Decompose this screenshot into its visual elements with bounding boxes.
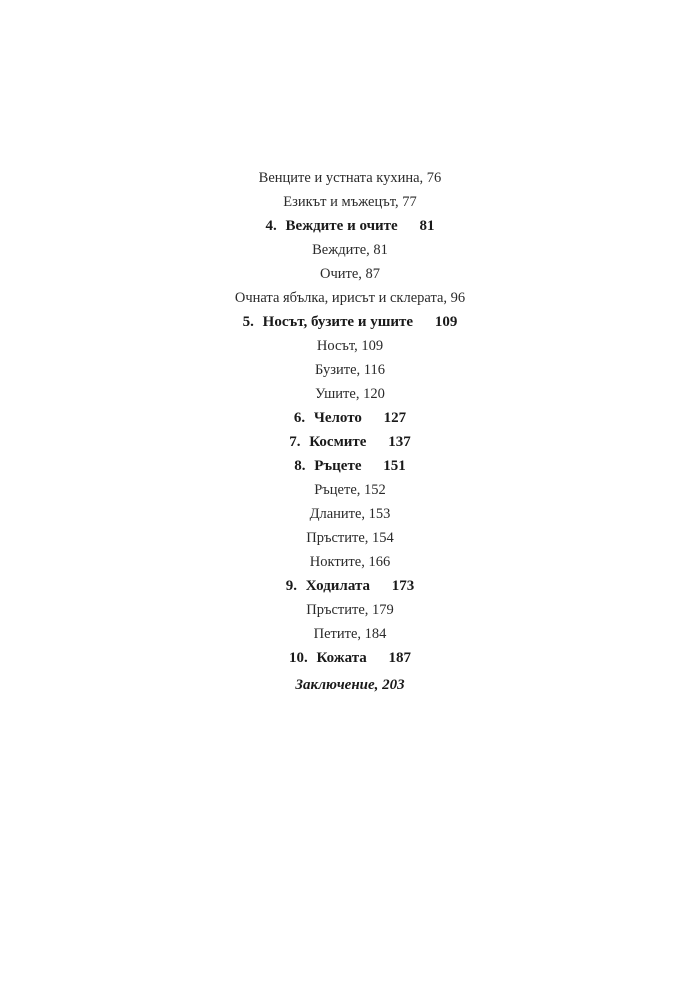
toc-chapter-7	[0, 430, 700, 454]
chapter-number: 10.	[288, 650, 308, 666]
toc-entry: Носът, 109	[316, 338, 384, 354]
toc-entry: Пръстите, 154	[306, 530, 394, 546]
chapter-page: 151	[383, 458, 406, 474]
chapter-title: Веждите и очите	[285, 218, 398, 234]
chapter-title: Носът, бузите и ушите	[262, 314, 414, 330]
toc-entry: Ръцете, 152	[314, 482, 386, 498]
toc-chapter-4	[0, 214, 700, 238]
chapter-number: 6.	[293, 410, 306, 426]
chapter-number: 7.	[289, 434, 301, 450]
chapter-number: 4.	[265, 218, 277, 234]
chapter-page: 109	[434, 314, 458, 330]
toc-conclusion: Заключение, 203	[295, 677, 405, 693]
chapter-title: Ходилата	[305, 578, 370, 594]
chapter-page: 187	[388, 650, 412, 666]
chapter-page: 137	[388, 434, 411, 450]
toc-entry: Дланите, 153	[309, 506, 391, 522]
toc-entry: Веждите, 81	[312, 242, 388, 258]
toc-entry: Ноктите, 166	[309, 554, 391, 570]
toc-entry: Бузите, 116	[315, 362, 385, 378]
toc-entry: Езикът и мъжецът, 77	[283, 194, 417, 210]
toc-entry: Очната ябълка, ирисът и склерата, 96	[234, 290, 466, 306]
chapter-number: 8.	[294, 458, 306, 474]
chapter-number: 5.	[242, 314, 254, 330]
toc-chapter-8	[0, 454, 700, 478]
chapter-title: Космите	[309, 434, 367, 450]
toc-entry: Ушите, 120	[315, 386, 385, 402]
toc-chapter-9	[0, 574, 700, 598]
chapter-title: Ръцете	[314, 458, 362, 474]
toc-entry: Пръстите, 179	[306, 602, 394, 618]
toc-chapter-10	[0, 646, 700, 670]
toc-chapter-5	[0, 310, 700, 334]
table-of-contents	[0, 166, 700, 697]
chapter-title: Челото	[313, 410, 362, 426]
toc-entry: Очите, 87	[319, 266, 381, 282]
toc-entry: Венците и устната кухина, 76	[258, 170, 442, 186]
chapter-page: 173	[391, 578, 415, 594]
chapter-number: 9.	[285, 578, 297, 594]
chapter-page: 127	[383, 410, 407, 426]
toc-entry: Петите, 184	[313, 626, 387, 642]
chapter-title: Кожата	[316, 650, 367, 666]
chapter-page: 81	[419, 218, 435, 234]
toc-chapter-6	[0, 406, 700, 430]
